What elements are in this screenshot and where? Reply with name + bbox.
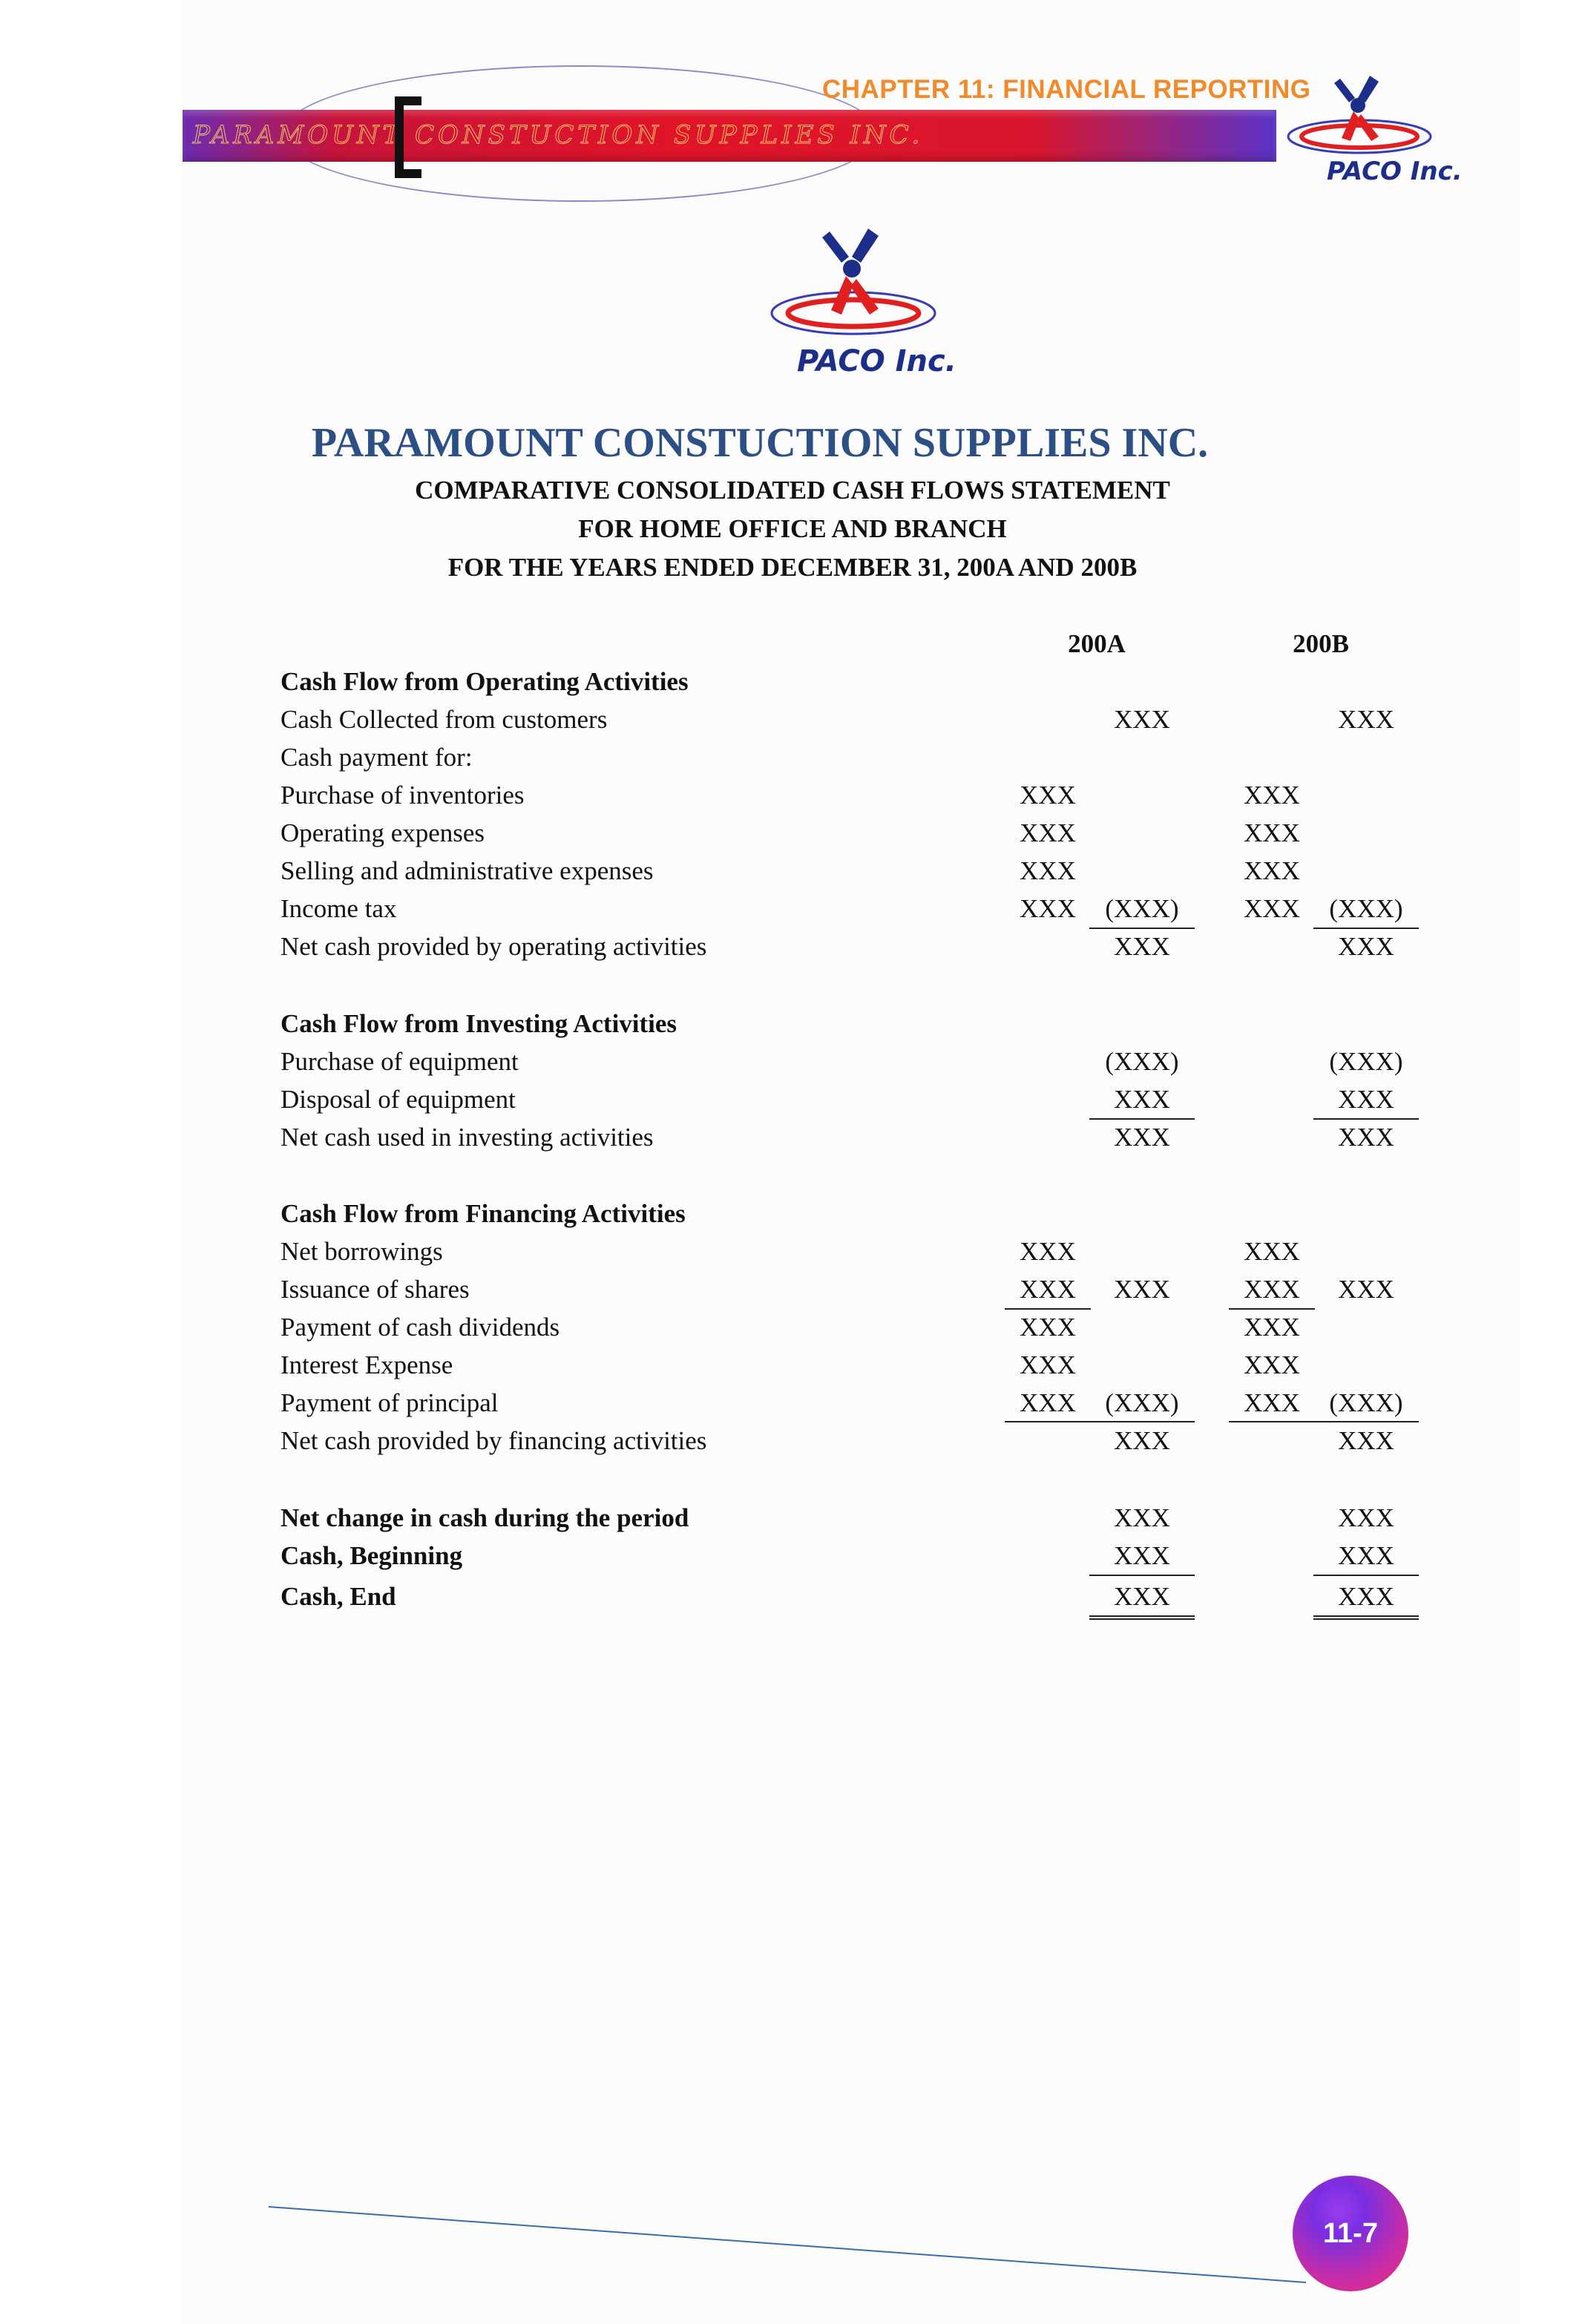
amount-200b: (XXX) [1313, 890, 1419, 929]
amount-200b: XXX [1338, 1503, 1394, 1532]
amount-200b: XXX [1313, 1537, 1419, 1576]
statement-row [280, 1195, 1423, 1232]
statement-row [280, 928, 1423, 965]
statement-row [280, 1385, 1423, 1422]
row-label: Income tax [280, 894, 397, 923]
detail-200a: XXX [1020, 818, 1076, 847]
row-label: Disposal of equipment [280, 1085, 516, 1114]
detail-200a: XXX [1020, 1388, 1076, 1417]
detail-200a: XXX [1020, 1313, 1076, 1342]
company-name: PARAMOUNT CONSTUCTION SUPPLIES INC. [311, 420, 1209, 466]
statement-row [280, 890, 1423, 928]
amount-200b: XXX [1338, 932, 1394, 961]
column-header-200b: 200B [1293, 629, 1349, 658]
amount-200a: (XXX) [1105, 1047, 1179, 1076]
statement-subtitle: FOR HOME OFFICE AND BRANCH [578, 514, 1007, 543]
amount-200b: XXX [1313, 1578, 1419, 1620]
statement-row [280, 815, 1423, 852]
amount-200a: XXX [1114, 932, 1170, 961]
row-label: Net change in cash during the period [280, 1503, 689, 1532]
amount-200a: XXX [1114, 705, 1170, 734]
amount-200b: XXX [1338, 1275, 1394, 1304]
amount-200a: XXX [1114, 1503, 1170, 1532]
row-label: Purchase of inventories [280, 781, 525, 810]
statement-row [280, 1043, 1423, 1080]
detail-200a: XXX [1020, 894, 1076, 923]
amount-200b: (XXX) [1329, 1047, 1403, 1076]
detail-200a: XXX [1020, 1350, 1076, 1379]
detail-200a: XXX [1020, 856, 1076, 885]
statement-row [280, 1500, 1423, 1537]
detail-200b: XXX [1244, 1350, 1300, 1379]
amount-200a: XXX [1089, 1081, 1195, 1120]
amount-200b: XXX [1313, 1081, 1419, 1120]
section-heading-investing: Cash Flow from Investing Activities [280, 1009, 677, 1038]
amount-200b: XXX [1338, 1123, 1394, 1152]
row-label: Purchase of equipment [280, 1047, 519, 1076]
row-label: Issuance of shares [280, 1275, 470, 1304]
chapter-title: CHAPTER 11: FINANCIAL REPORTING [822, 75, 1311, 104]
section-heading-financing: Cash Flow from Financing Activities [280, 1199, 686, 1228]
amount-200a: XXX [1114, 1123, 1170, 1152]
detail-200b: XXX [1244, 856, 1300, 885]
statement-row [280, 1347, 1423, 1384]
bracket-icon [392, 98, 426, 177]
amount-200b: XXX [1338, 1426, 1394, 1455]
column-header-200a: 200A [1068, 629, 1126, 658]
amount-200a: (XXX) [1105, 1388, 1179, 1417]
row-label: Payment of cash dividends [280, 1313, 560, 1342]
statement-row [280, 777, 1423, 814]
amount-200b: XXX [1338, 705, 1394, 734]
detail-200b: XXX [1244, 1313, 1300, 1342]
row-label: Cash Collected from customers [280, 705, 608, 734]
svg-text:PACO Inc.: PACO Inc. [1327, 157, 1463, 186]
row-label: Cash payment for: [280, 743, 473, 772]
row-label: Operating expenses [280, 818, 485, 847]
row-label: Net cash provided by financing activities [280, 1426, 707, 1455]
row-label: Cash, End [280, 1582, 396, 1611]
statement-row [280, 1309, 1423, 1346]
detail-200b: XXX [1244, 1388, 1300, 1417]
statement-title: COMPARATIVE CONSOLIDATED CASH FLOWS STATEMENT [415, 476, 1170, 505]
svg-text:PACO Inc.: PACO Inc. [797, 344, 956, 378]
page-number-badge [1293, 2176, 1408, 2291]
detail-200b: XXX [1244, 1237, 1300, 1266]
detail-200a: XXX [1005, 1271, 1091, 1310]
paco-center-logo-icon [764, 226, 956, 386]
paco-logo-icon [1282, 68, 1463, 193]
statement-row [280, 739, 1423, 776]
statement-period: FOR THE YEARS ENDED DECEMBER 31, 200A AND 200B [447, 553, 1138, 582]
statement-row [280, 1578, 1423, 1615]
row-label: Net cash provided by operating activities [280, 932, 707, 961]
row-label: Selling and administrative expenses [280, 856, 654, 885]
section-heading-operating: Cash Flow from Operating Activities [280, 667, 689, 696]
column-header-row [280, 626, 1423, 663]
statement-row [280, 853, 1423, 890]
statement-row [280, 1119, 1423, 1156]
amount-200a: XXX [1114, 1426, 1170, 1455]
detail-200b: XXX [1229, 1271, 1315, 1310]
statement-row [280, 1081, 1423, 1118]
statement-row [280, 663, 1423, 700]
row-label: Cash, Beginning [280, 1541, 463, 1570]
row-label: Net borrowings [280, 1237, 443, 1266]
statement-row [280, 701, 1423, 738]
detail-200b: XXX [1244, 781, 1300, 810]
statement-row [280, 1005, 1423, 1043]
detail-200a: XXX [1020, 1237, 1076, 1266]
statement-row [280, 1422, 1423, 1460]
amount-200a: (XXX) [1089, 890, 1195, 929]
detail-200a: XXX [1020, 781, 1076, 810]
row-label: Interest Expense [280, 1350, 453, 1379]
row-label: Payment of principal [280, 1388, 499, 1417]
header-banner [183, 110, 1276, 162]
amount-200a: XXX [1114, 1275, 1170, 1304]
statement-row [280, 1537, 1423, 1575]
detail-200b: XXX [1244, 894, 1300, 923]
amount-200b: (XXX) [1329, 1388, 1403, 1417]
row-label: Net cash used in investing activities [280, 1123, 654, 1152]
page-number: 11-7 [1323, 2218, 1378, 2249]
amount-200a: XXX [1089, 1537, 1195, 1576]
amount-200a: XXX [1089, 1578, 1195, 1620]
statement-row [280, 1271, 1423, 1308]
detail-200b: XXX [1244, 818, 1300, 847]
header-banner-text: PARAMOUNT CONSTUCTION SUPPLIES INC. [193, 120, 924, 150]
statement-row [280, 1233, 1423, 1270]
